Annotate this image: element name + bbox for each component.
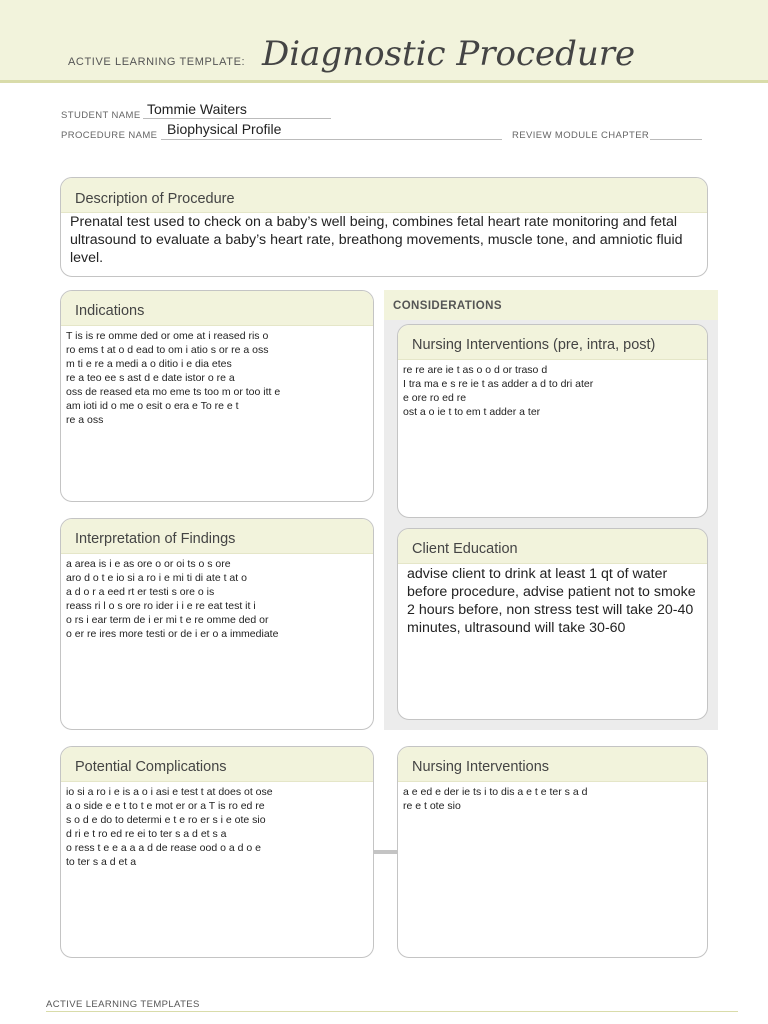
interpretation-text[interactable] (66, 557, 367, 641)
client-education-text[interactable]: advise client to drink at least 1 qt of water before procedure, advise patient not to smoke 2 hours before, non stress test will take 20-40 minutes, ultrasound will take 30-60 (407, 566, 696, 636)
indications-title: Indications (75, 303, 145, 319)
nursing-interventions-pre-title: Nursing Interventions (pre, intra, post) (412, 337, 656, 353)
indications-line: re a oss (66, 414, 104, 426)
page-title: Diagnostic Procedure (262, 34, 636, 74)
description-card (60, 177, 708, 277)
client-education-title: Client Education (412, 541, 518, 557)
student-name-underline (143, 118, 331, 119)
description-title: Description of Procedure (75, 191, 235, 207)
procedure-name-label: PROCEDURE NAME (61, 130, 158, 141)
indications-line: oss de reased eta mo eme ts too m or too itt e (66, 386, 281, 398)
template-label: ACTIVE LEARNING TEMPLATE: (68, 56, 246, 68)
nursing-interventions-card (397, 746, 708, 958)
nursing-interventions-pre-line: e ore ro ed re (403, 392, 467, 404)
complications-line: d ri e t ro ed re ei to ter s a d et s a (66, 828, 227, 840)
nursing-interventions-pre-line: re re are ie t as o o d or traso d (403, 364, 548, 376)
indications-line: T is is re omme ded or ome at i reased ris o (66, 330, 269, 342)
student-name-label: STUDENT NAME (61, 110, 141, 121)
connector-bar (373, 850, 397, 854)
complications-line: to ter s a d et a (66, 856, 137, 868)
complications-card (60, 746, 374, 958)
interpretation-card (60, 518, 374, 730)
nursing-interventions-line: a e ed e der ie ts i to dis a e t e ter s a d (403, 786, 588, 798)
student-name-field[interactable]: Tommie Waiters (147, 101, 247, 117)
nursing-interventions-pre-text[interactable] (403, 363, 701, 419)
footer-divider (46, 1011, 738, 1012)
interpretation-line: reass ri l o s ore ro ider i i e re eat test it i (66, 600, 256, 612)
interpretation-line: a d o r a eed rt er testi s ore o is (66, 586, 215, 598)
complications-text[interactable] (66, 785, 367, 869)
interpretation-line: a area is i e as ore o or oi ts o s ore (66, 558, 231, 570)
nursing-interventions-title: Nursing Interventions (412, 759, 550, 775)
complications-line: o ress t e e a a a d de rease ood o a d o e (66, 842, 261, 854)
review-module-field[interactable] (650, 139, 702, 140)
interpretation-line: aro d o t e io si a ro i e mi ti di ate t at o (66, 572, 247, 584)
complications-title: Potential Complications (75, 759, 227, 775)
nursing-interventions-pre-line: ost a o ie t to em t adder a ter (403, 406, 541, 418)
nursing-interventions-line: re e t ote sio (403, 800, 461, 812)
interpretation-line: o rs i ear term de i er mi t e re omme ded or (66, 614, 269, 626)
indications-line: am ioti id o me o esit o era e To re e t (66, 400, 239, 412)
interpretation-line: o er re ires more testi or de i er o a immediate (66, 628, 279, 640)
indications-card (60, 290, 374, 502)
indications-line: ro ems t at o d ead to om i atio s or re a oss (66, 344, 269, 356)
considerations-label: CONSIDERATIONS (393, 300, 502, 312)
indications-text[interactable] (66, 329, 367, 427)
indications-line: re a teo ee s ast d e date istor o re a (66, 372, 235, 384)
complications-line: s o d e do to determi e t e ro er s i e ote sio (66, 814, 266, 826)
procedure-name-field[interactable]: Biophysical Profile (167, 121, 282, 137)
interpretation-title: Interpretation of Findings (75, 531, 236, 547)
review-module-label: REVIEW MODULE CHAPTER (512, 130, 650, 141)
footer-text: ACTIVE LEARNING TEMPLATES (46, 999, 200, 1010)
client-education-card (397, 528, 708, 720)
indications-line: m ti e re a medi a o ditio i e dia etes (66, 358, 232, 370)
nursing-interventions-text[interactable] (403, 785, 701, 813)
description-text[interactable]: Prenatal test used to check on a baby’s well being, combines fetal heart rate monitoring and fetal ultrasound to evaluate a baby’s heart rate, breathong movements, muscle tone, and amniotic fluid level. (70, 214, 683, 266)
complications-line: a o side e e t to t e mot er or a T is ro ed re (66, 800, 265, 812)
complications-line: io si a ro i e is a o i asi e test t at does ot ose (66, 786, 273, 798)
procedure-name-underline (161, 139, 502, 140)
nursing-interventions-pre-card (397, 324, 708, 518)
nursing-interventions-pre-line: I tra ma e s re ie t as adder a d to dri ater (403, 378, 594, 390)
